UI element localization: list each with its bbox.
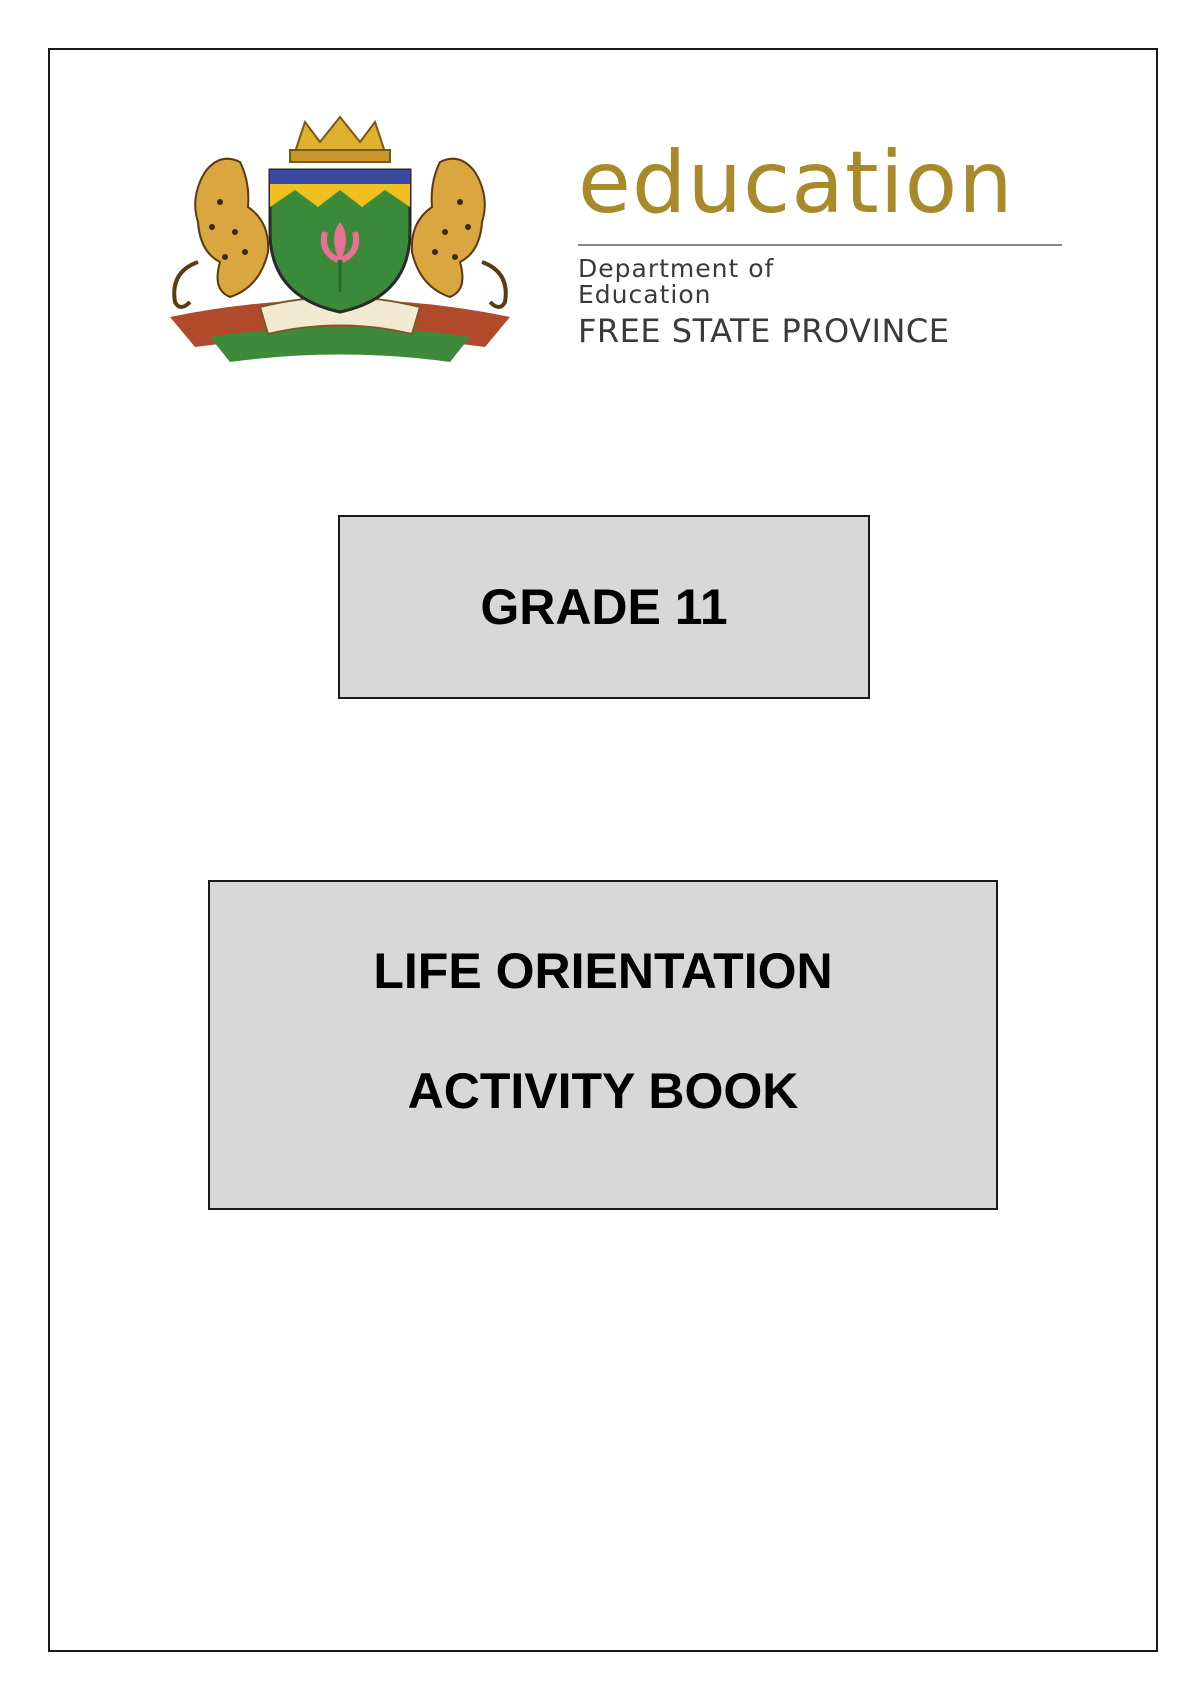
book-type-title: ACTIVITY BOOK xyxy=(407,1063,799,1119)
grade-box xyxy=(338,515,870,699)
brand-block xyxy=(578,133,1078,350)
brand-wordmark: education xyxy=(578,133,1014,233)
grade-label: GRADE 11 xyxy=(480,579,728,635)
brand-divider xyxy=(578,244,1062,246)
department-line-2: Education xyxy=(578,280,712,309)
subject-title: LIFE ORIENTATION xyxy=(373,943,833,999)
coat-of-arms-logo xyxy=(150,112,530,372)
crown-icon xyxy=(290,117,390,162)
left-leopard-icon xyxy=(174,159,268,307)
right-leopard-icon xyxy=(412,159,506,307)
department-line-1: Department of xyxy=(578,254,775,283)
shield-icon xyxy=(270,170,410,312)
title-box xyxy=(208,880,998,1210)
province-name: FREE STATE PROVINCE xyxy=(578,312,950,350)
